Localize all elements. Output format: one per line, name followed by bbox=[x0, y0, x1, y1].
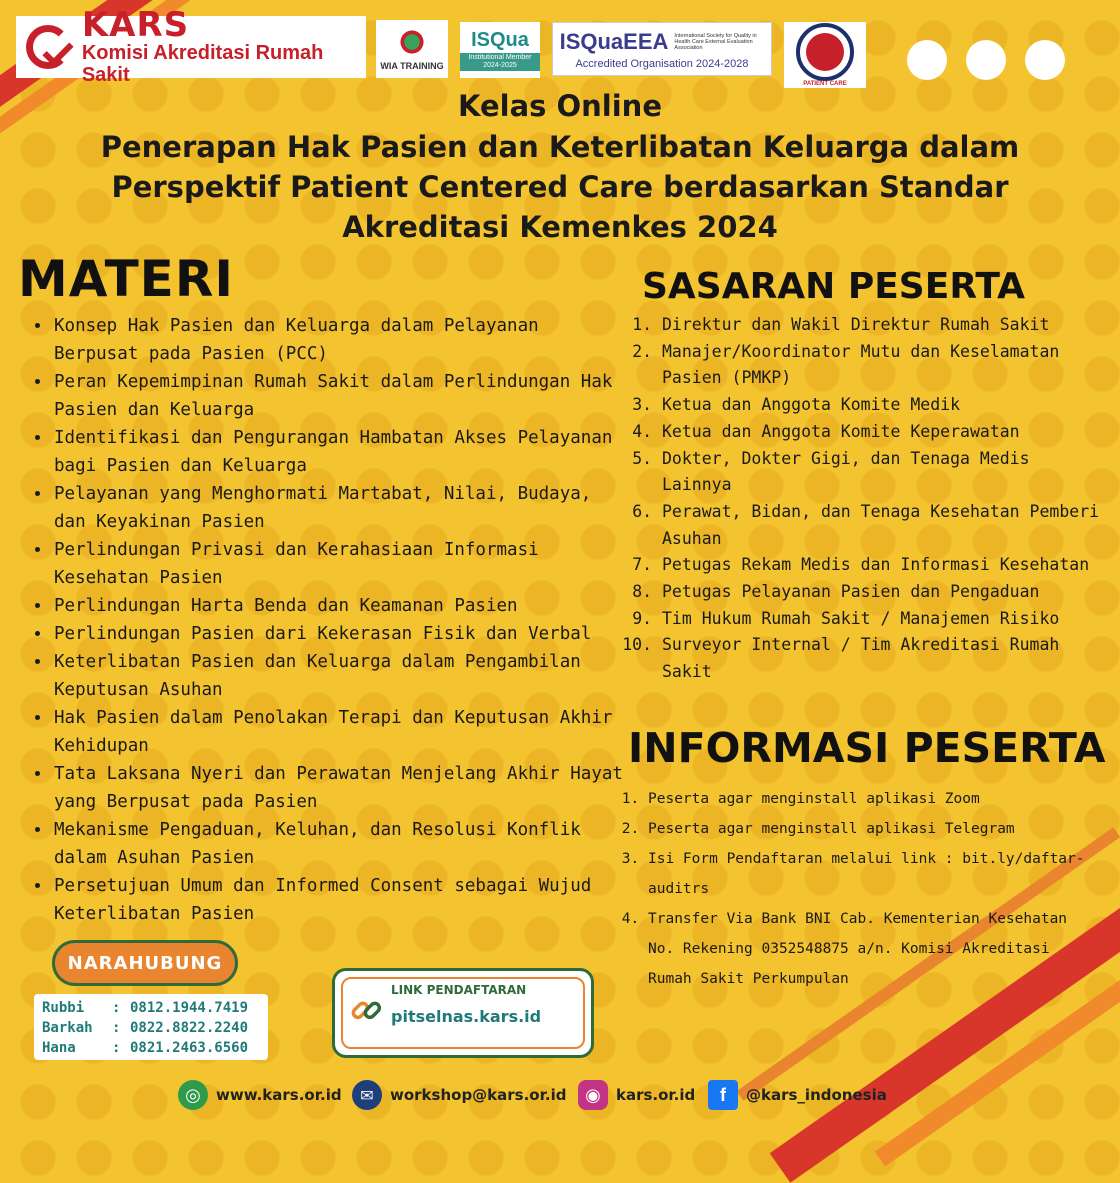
footer-website[interactable] bbox=[178, 1080, 342, 1110]
title-line-3: Perspektif Patient Centered Care berdasarkan Standar bbox=[111, 170, 1009, 204]
sasaran-heading: SASARAN PESERTA bbox=[642, 266, 1026, 307]
list-item: • Keterlibatan Pasien dan Keluarga dalam Pengambilan Keputusan Asuhan bbox=[52, 648, 628, 704]
kars-logo-name: KARS bbox=[81, 5, 190, 45]
instagram-icon: ◉ bbox=[578, 1080, 608, 1110]
isqua-eea-description: International Society for Quality in Health Care External Evaluation Association bbox=[674, 32, 757, 51]
list-item: 3. Isi Form Pendaftaran melalui link : bit.ly/daftar-auditrs bbox=[648, 844, 1090, 904]
patient-centered-care-logo bbox=[784, 22, 866, 88]
contact-row bbox=[42, 998, 260, 1018]
list-item: 3. Ketua dan Anggota Komite Medik bbox=[662, 392, 1108, 419]
decor-dot bbox=[966, 40, 1006, 80]
registration-link-box[interactable] bbox=[332, 968, 594, 1058]
pcc-logo-text: PATIENT CARE bbox=[803, 81, 847, 87]
list-item: 9. Tim Hukum Rumah Sakit / Manajemen Risiko bbox=[662, 606, 1108, 633]
list-item: • Hak Pasien dalam Penolakan Terapi dan Keputusan Akhir Kehidupan bbox=[52, 704, 628, 760]
materi-heading: MATERI bbox=[18, 250, 234, 308]
contact-phone[interactable]: 0822.8822.2240 bbox=[130, 1020, 249, 1036]
list-item: 4. Transfer Via Bank BNI Cab. Kementerian Kesehatan No. Rekening 0352548875 a/n. Komisi Akreditasi Rumah Sakit Perkumpulan bbox=[648, 904, 1090, 994]
contact-separator: : bbox=[112, 1040, 121, 1056]
list-item: • Perlindungan Pasien dari Kekerasan Fisik dan Verbal bbox=[52, 620, 628, 648]
decor-dot bbox=[1025, 40, 1065, 80]
list-item: • Mekanisme Pengaduan, Keluhan, dan Resolusi Konflik dalam Asuhan Pasien bbox=[52, 816, 628, 872]
decor-dot bbox=[907, 40, 947, 80]
materi-list bbox=[18, 312, 628, 928]
contact-row bbox=[42, 1018, 260, 1038]
title-line-2: Penerapan Hak Pasien dan Keterlibatan Keluarga dalam bbox=[100, 130, 1020, 164]
list-item: • Persetujuan Umum dan Informed Consent sebagai Wujud Keterlibatan Pasien bbox=[52, 872, 628, 928]
kars-check-icon bbox=[22, 17, 80, 77]
list-item: • Perlindungan Harta Benda dan Keamanan Pasien bbox=[52, 592, 628, 620]
footer-email[interactable] bbox=[352, 1080, 566, 1110]
isqua-member-logo bbox=[460, 22, 540, 78]
isqua-member-badge: Institutional Member 2024-2025 bbox=[460, 53, 540, 71]
globe-icon: ◎ bbox=[178, 1080, 208, 1110]
contact-row bbox=[42, 1038, 260, 1058]
kars-logo-fullname: Komisi Akreditasi Rumah Sakit bbox=[81, 42, 324, 86]
contact-name: Barkah bbox=[42, 1020, 93, 1036]
kars-logo bbox=[16, 5, 366, 86]
title-line-4: Akreditasi Kemenkes 2024 bbox=[342, 210, 778, 244]
informasi-list bbox=[630, 784, 1090, 994]
globe-icon bbox=[392, 27, 432, 57]
contact-separator: : bbox=[112, 1000, 121, 1016]
contact-phone[interactable]: 0812.1944.7419 bbox=[130, 1000, 249, 1016]
isqua-eea-logo bbox=[552, 22, 772, 76]
contact-name: Hana bbox=[42, 1040, 76, 1056]
link-chain-icon bbox=[349, 993, 383, 1027]
list-item: 2. Peserta agar menginstall aplikasi Telegram bbox=[648, 814, 1090, 844]
wia-training-logo bbox=[376, 20, 448, 78]
list-item: 6. Perawat, Bidan, dan Tenaga Kesehatan Pemberi Asuhan bbox=[662, 499, 1108, 552]
website-text[interactable]: www.kars.or.id bbox=[216, 1086, 342, 1104]
mail-icon: ✉ bbox=[352, 1080, 382, 1110]
sasaran-list bbox=[628, 312, 1108, 686]
list-item: 2. Manajer/Koordinator Mutu dan Keselamatan Pasien (PMKP) bbox=[662, 339, 1108, 392]
pcc-seal-icon bbox=[796, 23, 854, 81]
wia-logo-text: WIA TRAINING bbox=[380, 61, 444, 71]
contact-list bbox=[34, 994, 268, 1060]
list-item: • Konsep Hak Pasien dan Keluarga dalam Pelayanan Berpusat pada Pasien (PCC) bbox=[52, 312, 628, 368]
instagram-text[interactable]: kars.or.id bbox=[616, 1086, 696, 1104]
list-item: • Peran Kepemimpinan Rumah Sakit dalam Perlindungan Hak Pasien dan Keluarga bbox=[52, 368, 628, 424]
list-item: 4. Ketua dan Anggota Komite Keperawatan bbox=[662, 419, 1108, 446]
contact-name: Rubbi bbox=[42, 1000, 85, 1016]
list-item: 1. Direktur dan Wakil Direktur Rumah Sakit bbox=[662, 312, 1108, 339]
contact-separator: : bbox=[112, 1020, 121, 1036]
facebook-icon: f bbox=[708, 1080, 738, 1110]
registration-link-url[interactable]: pitselnas.kars.id bbox=[391, 1007, 542, 1026]
list-item: 5. Dokter, Dokter Gigi, dan Tenaga Medis Lainnya bbox=[662, 446, 1108, 499]
list-item: • Tata Laksana Nyeri dan Perawatan Menjelang Akhir Hayat yang Berpusat pada Pasien bbox=[52, 760, 628, 816]
narahubung-badge: NARAHUBUNG bbox=[52, 940, 238, 986]
contact-phone[interactable]: 0821.2463.6560 bbox=[130, 1040, 249, 1056]
list-item: 8. Petugas Pelayanan Pasien dan Pengaduan bbox=[662, 579, 1108, 606]
isqua-eea-name: ISQuaEEA bbox=[559, 28, 669, 54]
email-text[interactable]: workshop@kars.or.id bbox=[390, 1086, 567, 1104]
informasi-heading: INFORMASI PESERTA bbox=[628, 724, 1106, 772]
facebook-text[interactable]: @kars_indonesia bbox=[746, 1086, 887, 1104]
footer-facebook[interactable] bbox=[708, 1080, 887, 1110]
list-item: • Pelayanan yang Menghormati Martabat, Nilai, Budaya, dan Keyakinan Pasien bbox=[52, 480, 628, 536]
isqua-eea-accredited: Accredited Organisation 2024-2028 bbox=[575, 57, 749, 70]
list-item: 7. Petugas Rekam Medis dan Informasi Kesehatan bbox=[662, 552, 1108, 579]
title-kelas-online: Kelas Online bbox=[458, 89, 662, 123]
list-item: 1. Peserta agar menginstall aplikasi Zoom bbox=[648, 784, 1090, 814]
registration-link-label: LINK PENDAFTARAN bbox=[391, 983, 527, 997]
list-item: 10. Surveyor Internal / Tim Akreditasi Rumah Sakit bbox=[662, 632, 1108, 685]
list-item: • Perlindungan Privasi dan Kerahasiaan Informasi Kesehatan Pasien bbox=[52, 536, 628, 592]
list-item: • Identifikasi dan Pengurangan Hambatan Akses Pelayanan bagi Pasien dan Keluarga bbox=[52, 424, 628, 480]
isqua-logo-name: ISQua bbox=[471, 29, 529, 51]
footer-instagram[interactable] bbox=[578, 1080, 695, 1110]
